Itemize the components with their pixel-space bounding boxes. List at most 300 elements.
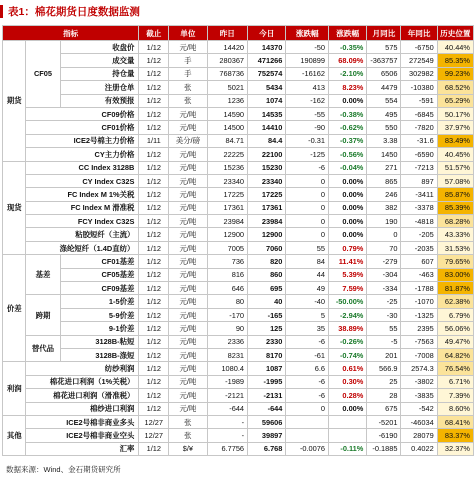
header-change: 涨跌幅 bbox=[286, 26, 329, 41]
hist-position-cell: 85.35% bbox=[437, 54, 473, 67]
unit-cell: 元/吨 bbox=[169, 241, 207, 254]
prev-cell: - bbox=[207, 429, 247, 442]
yoy-cell: -3378 bbox=[401, 201, 437, 214]
change-cell: -90 bbox=[286, 121, 329, 134]
change-cell: 35 bbox=[286, 322, 329, 335]
yoy-cell: -6750 bbox=[401, 41, 437, 54]
date-cell: 1/11 bbox=[139, 134, 169, 147]
change-pct-cell: 0.00% bbox=[329, 228, 367, 241]
today-cell: -1995 bbox=[248, 375, 286, 388]
change-cell: 44 bbox=[286, 268, 329, 281]
hist-position-cell: 62.38% bbox=[437, 295, 473, 308]
indicator-cell: 纺纱利润 bbox=[26, 362, 139, 375]
subcategory-cell: 跨期 bbox=[26, 295, 60, 335]
table-row bbox=[3, 348, 474, 361]
change-cell: 0 bbox=[286, 215, 329, 228]
date-cell: 1/12 bbox=[139, 148, 169, 161]
today-cell: 14370 bbox=[248, 41, 286, 54]
unit-cell: 元/吨 bbox=[169, 215, 207, 228]
prev-cell: 1080.4 bbox=[207, 362, 247, 375]
date-cell: 1/12 bbox=[139, 241, 169, 254]
category-cell: 利润 bbox=[3, 362, 26, 416]
yoy-cell: 2395 bbox=[401, 322, 437, 335]
date-cell: 1/12 bbox=[139, 201, 169, 214]
unit-cell: 元/吨 bbox=[169, 295, 207, 308]
hist-position-cell: 43.33% bbox=[437, 228, 473, 241]
table-row bbox=[3, 148, 474, 161]
change-pct-cell: -0.37% bbox=[329, 134, 367, 147]
table-row bbox=[3, 282, 474, 295]
unit-cell: 元/吨 bbox=[169, 282, 207, 295]
indicator-cell: 棉纱进口利润 bbox=[26, 402, 139, 415]
table-row bbox=[3, 375, 474, 388]
indicator-cell: FC Index M 1%关税 bbox=[26, 188, 139, 201]
header-hist: 历史位置 bbox=[437, 26, 473, 41]
today-cell: 39897 bbox=[248, 429, 286, 442]
unit-cell: 美分/磅 bbox=[169, 134, 207, 147]
mom-cell: 6506 bbox=[367, 67, 401, 80]
change-pct-cell: 0.28% bbox=[329, 389, 367, 402]
yoy-cell: -3411 bbox=[401, 188, 437, 201]
yoy-cell: -7213 bbox=[401, 161, 437, 174]
header-unit: 单位 bbox=[169, 26, 207, 41]
date-cell: 1/12 bbox=[139, 94, 169, 107]
mom-cell: -30 bbox=[367, 308, 401, 321]
table-header-row bbox=[3, 26, 474, 41]
hist-position-cell: 81.87% bbox=[437, 282, 473, 295]
table-row bbox=[3, 134, 474, 147]
change-cell: -6 bbox=[286, 389, 329, 402]
change-pct-cell: 0.00% bbox=[329, 201, 367, 214]
today-cell: 820 bbox=[248, 255, 286, 268]
change-pct-cell bbox=[329, 429, 367, 442]
title-accent-bar bbox=[0, 5, 3, 18]
today-cell: 84.4 bbox=[248, 134, 286, 147]
subcategory-cell: 替代品 bbox=[26, 335, 60, 362]
hist-position-cell: 49.47% bbox=[437, 335, 473, 348]
change-cell: -162 bbox=[286, 94, 329, 107]
table-row bbox=[3, 215, 474, 228]
hist-position-cell: 68.52% bbox=[437, 81, 473, 94]
table-row bbox=[3, 308, 474, 321]
hist-position-cell: 57.08% bbox=[437, 174, 473, 187]
change-pct-cell: 7.59% bbox=[329, 282, 367, 295]
header-indicator: 指标 bbox=[3, 26, 139, 41]
hist-position-cell: 85.39% bbox=[437, 201, 473, 214]
yoy-cell: 272549 bbox=[401, 54, 437, 67]
hist-position-cell: 7.39% bbox=[437, 389, 473, 402]
change-cell: -125 bbox=[286, 148, 329, 161]
date-cell: 1/12 bbox=[139, 174, 169, 187]
indicator-cell: ICE2号棉非商业多头 bbox=[26, 415, 139, 428]
today-cell: 40 bbox=[248, 295, 286, 308]
today-cell: 14535 bbox=[248, 107, 286, 120]
change-pct-cell: -2.94% bbox=[329, 308, 367, 321]
category-cell: 价差 bbox=[3, 255, 26, 362]
unit-cell: 张 bbox=[169, 81, 207, 94]
today-cell: -2131 bbox=[248, 389, 286, 402]
prev-cell: 736 bbox=[207, 255, 247, 268]
header-yoy: 年同比 bbox=[401, 26, 437, 41]
prev-cell: 7005 bbox=[207, 241, 247, 254]
mom-cell: -25 bbox=[367, 295, 401, 308]
unit-cell: 元/吨 bbox=[169, 121, 207, 134]
change-cell: 0 bbox=[286, 228, 329, 241]
today-cell: 15230 bbox=[248, 161, 286, 174]
change-pct-cell: 0.61% bbox=[329, 362, 367, 375]
change-pct-cell: 0.00% bbox=[329, 94, 367, 107]
mom-cell: -5 bbox=[367, 335, 401, 348]
change-pct-cell: -50.00% bbox=[329, 295, 367, 308]
mom-cell: 3.38 bbox=[367, 134, 401, 147]
change-cell: 5 bbox=[286, 308, 329, 321]
prev-cell: 23984 bbox=[207, 215, 247, 228]
prev-cell: 80 bbox=[207, 295, 247, 308]
indicator-cell: 成交量 bbox=[60, 54, 139, 67]
change-cell: -0.31 bbox=[286, 134, 329, 147]
hist-position-cell: 99.23% bbox=[437, 67, 473, 80]
change-pct-cell bbox=[329, 415, 367, 428]
prev-cell: - bbox=[207, 415, 247, 428]
indicator-cell: FCY Index C32S bbox=[26, 215, 139, 228]
indicator-cell: CF09基差 bbox=[60, 282, 139, 295]
hist-position-cell: 31.53% bbox=[437, 241, 473, 254]
yoy-cell: 607 bbox=[401, 255, 437, 268]
change-cell bbox=[286, 429, 329, 442]
change-cell: 55 bbox=[286, 241, 329, 254]
unit-cell: 元/吨 bbox=[169, 201, 207, 214]
change-pct-cell: 0.00% bbox=[329, 188, 367, 201]
mom-cell: 201 bbox=[367, 348, 401, 361]
indicator-cell: CF01基差 bbox=[60, 255, 139, 268]
change-pct-cell: -0.26% bbox=[329, 335, 367, 348]
date-cell: 1/12 bbox=[139, 67, 169, 80]
today-cell: 6.768 bbox=[248, 442, 286, 455]
mom-cell: 28 bbox=[367, 389, 401, 402]
change-pct-cell: 5.39% bbox=[329, 268, 367, 281]
yoy-cell: 0.4022 bbox=[401, 442, 437, 455]
date-cell: 1/12 bbox=[139, 188, 169, 201]
prev-cell: 15236 bbox=[207, 161, 247, 174]
change-pct-cell: -0.38% bbox=[329, 107, 367, 120]
indicator-cell: 5-9价差 bbox=[60, 308, 139, 321]
mom-cell: 1450 bbox=[367, 148, 401, 161]
prev-cell: 646 bbox=[207, 282, 247, 295]
date-cell: 1/12 bbox=[139, 255, 169, 268]
date-cell: 1/12 bbox=[139, 295, 169, 308]
date-cell: 1/12 bbox=[139, 322, 169, 335]
change-pct-cell: -0.04% bbox=[329, 161, 367, 174]
unit-cell: 元/吨 bbox=[169, 148, 207, 161]
category-cell: 期货 bbox=[3, 41, 26, 162]
hist-position-cell: 51.57% bbox=[437, 161, 473, 174]
hist-position-cell: 37.97% bbox=[437, 121, 473, 134]
change-cell: 49 bbox=[286, 282, 329, 295]
table-row bbox=[3, 67, 474, 80]
mom-cell: -304 bbox=[367, 268, 401, 281]
mom-cell: 0 bbox=[367, 228, 401, 241]
today-cell: 1074 bbox=[248, 94, 286, 107]
change-cell: -16162 bbox=[286, 67, 329, 80]
date-cell: 12/27 bbox=[139, 415, 169, 428]
prev-cell: 2336 bbox=[207, 335, 247, 348]
unit-cell: 手 bbox=[169, 54, 207, 67]
date-cell: 1/12 bbox=[139, 282, 169, 295]
hist-position-cell: 64.82% bbox=[437, 348, 473, 361]
table-row bbox=[3, 94, 474, 107]
unit-cell: $/¥ bbox=[169, 442, 207, 455]
table-row bbox=[3, 174, 474, 187]
date-cell: 1/12 bbox=[139, 402, 169, 415]
indicator-cell: FC Index M 滑准税 bbox=[26, 201, 139, 214]
prev-cell: 22225 bbox=[207, 148, 247, 161]
header-today: 今日 bbox=[248, 26, 286, 41]
header-mom: 月同比 bbox=[367, 26, 401, 41]
hist-position-cell: 8.60% bbox=[437, 402, 473, 415]
hist-position-cell: 6.79% bbox=[437, 308, 473, 321]
yoy-cell: -7563 bbox=[401, 335, 437, 348]
table-row bbox=[3, 161, 474, 174]
change-cell: -61 bbox=[286, 348, 329, 361]
mom-cell: 70 bbox=[367, 241, 401, 254]
unit-cell: 元/吨 bbox=[169, 268, 207, 281]
prev-cell: 14500 bbox=[207, 121, 247, 134]
unit-cell: 元/吨 bbox=[169, 188, 207, 201]
yoy-cell: -10380 bbox=[401, 81, 437, 94]
table-row bbox=[3, 188, 474, 201]
unit-cell: 张 bbox=[169, 415, 207, 428]
hist-position-cell: 65.29% bbox=[437, 94, 473, 107]
mom-cell: 865 bbox=[367, 174, 401, 187]
hist-position-cell: 32.37% bbox=[437, 442, 473, 455]
change-pct-cell: 38.89% bbox=[329, 322, 367, 335]
table-row bbox=[3, 429, 474, 442]
table-row bbox=[3, 322, 474, 335]
change-cell: 0 bbox=[286, 402, 329, 415]
mom-cell: 246 bbox=[367, 188, 401, 201]
change-cell: -6 bbox=[286, 375, 329, 388]
date-cell: 1/12 bbox=[139, 308, 169, 321]
indicator-cell: CF09价格 bbox=[26, 107, 139, 120]
unit-cell: 元/吨 bbox=[169, 402, 207, 415]
yoy-cell: 2574.3 bbox=[401, 362, 437, 375]
yoy-cell: 302982 bbox=[401, 67, 437, 80]
prev-cell: 17225 bbox=[207, 188, 247, 201]
date-cell: 1/12 bbox=[139, 389, 169, 402]
hist-position-cell: 40.45% bbox=[437, 148, 473, 161]
yoy-cell: 28079 bbox=[401, 429, 437, 442]
table-row bbox=[3, 201, 474, 214]
date-cell: 1/12 bbox=[139, 107, 169, 120]
table-row bbox=[3, 121, 474, 134]
indicator-cell: ICE2号棉主力价格 bbox=[26, 134, 139, 147]
category-cell: 现货 bbox=[3, 161, 26, 255]
yoy-cell: -6590 bbox=[401, 148, 437, 161]
table-title-bar bbox=[0, 0, 476, 23]
hist-position-cell: 79.65% bbox=[437, 255, 473, 268]
hist-position-cell: 50.17% bbox=[437, 107, 473, 120]
change-pct-cell: -2.10% bbox=[329, 67, 367, 80]
change-cell: 0 bbox=[286, 174, 329, 187]
hist-position-cell: 56.06% bbox=[437, 322, 473, 335]
mom-cell: 55 bbox=[367, 322, 401, 335]
table-row bbox=[3, 255, 474, 268]
today-cell: 59606 bbox=[248, 415, 286, 428]
mom-cell: -5201 bbox=[367, 415, 401, 428]
change-cell: 84 bbox=[286, 255, 329, 268]
today-cell: 5434 bbox=[248, 81, 286, 94]
change-pct-cell: -0.35% bbox=[329, 41, 367, 54]
prev-cell: -2121 bbox=[207, 389, 247, 402]
today-cell: 23340 bbox=[248, 174, 286, 187]
hist-position-cell: 83.37% bbox=[437, 429, 473, 442]
change-cell: 190899 bbox=[286, 54, 329, 67]
change-cell: 413 bbox=[286, 81, 329, 94]
mom-cell: 495 bbox=[367, 107, 401, 120]
mom-cell: 25 bbox=[367, 375, 401, 388]
date-cell: 1/12 bbox=[139, 268, 169, 281]
unit-cell: 元/吨 bbox=[169, 308, 207, 321]
indicator-cell: 3128B-粘短 bbox=[60, 335, 139, 348]
indicator-cell: 3128B-涤短 bbox=[60, 348, 139, 361]
today-cell: 1087 bbox=[248, 362, 286, 375]
unit-cell: 张 bbox=[169, 429, 207, 442]
mom-cell: 550 bbox=[367, 121, 401, 134]
hist-position-cell: 83.49% bbox=[437, 134, 473, 147]
table-row bbox=[3, 402, 474, 415]
today-cell: 12900 bbox=[248, 228, 286, 241]
yoy-cell: -1325 bbox=[401, 308, 437, 321]
table-row bbox=[3, 389, 474, 402]
today-cell: 23984 bbox=[248, 215, 286, 228]
indicator-cell: CY Index C32S bbox=[26, 174, 139, 187]
yoy-cell: -205 bbox=[401, 228, 437, 241]
hist-position-cell: 83.00% bbox=[437, 268, 473, 281]
header-change-pct: 涨跌幅 bbox=[329, 26, 367, 41]
table-row bbox=[3, 295, 474, 308]
prev-cell: -644 bbox=[207, 402, 247, 415]
yoy-cell: -7008 bbox=[401, 348, 437, 361]
prev-cell: 816 bbox=[207, 268, 247, 281]
change-cell bbox=[286, 415, 329, 428]
yoy-cell: -4818 bbox=[401, 215, 437, 228]
table-row bbox=[3, 442, 474, 455]
header-date: 截止 bbox=[139, 26, 169, 41]
date-cell: 1/12 bbox=[139, 362, 169, 375]
indicator-cell: CY主力价格 bbox=[26, 148, 139, 161]
hist-position-cell: 76.54% bbox=[437, 362, 473, 375]
today-cell: 860 bbox=[248, 268, 286, 281]
prev-cell: -1989 bbox=[207, 375, 247, 388]
prev-cell: 5021 bbox=[207, 81, 247, 94]
unit-cell: 元/吨 bbox=[169, 375, 207, 388]
subcategory-cell: 基差 bbox=[26, 255, 60, 295]
yoy-cell: -3835 bbox=[401, 389, 437, 402]
prev-cell: 280367 bbox=[207, 54, 247, 67]
indicator-cell: 注册仓单 bbox=[60, 81, 139, 94]
change-pct-cell: 0.00% bbox=[329, 402, 367, 415]
yoy-cell: -46034 bbox=[401, 415, 437, 428]
mom-cell: -6190 bbox=[367, 429, 401, 442]
header-prev: 昨日 bbox=[207, 26, 247, 41]
date-cell: 12/27 bbox=[139, 429, 169, 442]
unit-cell: 元/吨 bbox=[169, 41, 207, 54]
today-cell: 125 bbox=[248, 322, 286, 335]
today-cell: 2330 bbox=[248, 335, 286, 348]
today-cell: -165 bbox=[248, 308, 286, 321]
mom-cell: -363757 bbox=[367, 54, 401, 67]
indicator-cell: 持仓量 bbox=[60, 67, 139, 80]
indicator-cell: CF01价格 bbox=[26, 121, 139, 134]
subcategory-cell: CF05 bbox=[26, 41, 60, 108]
table-row bbox=[3, 107, 474, 120]
unit-cell: 元/吨 bbox=[169, 161, 207, 174]
mom-cell: 190 bbox=[367, 215, 401, 228]
mom-cell: 554 bbox=[367, 94, 401, 107]
indicator-cell: 1-5价差 bbox=[60, 295, 139, 308]
unit-cell: 元/吨 bbox=[169, 107, 207, 120]
change-pct-cell: -0.74% bbox=[329, 348, 367, 361]
source-note: 数据来源：Wind、金石期货研究所 bbox=[6, 465, 121, 474]
today-cell: 752574 bbox=[248, 67, 286, 80]
table-row bbox=[3, 268, 474, 281]
change-pct-cell: -0.11% bbox=[329, 442, 367, 455]
indicator-cell: 棉花进口利润（1%关税） bbox=[26, 375, 139, 388]
prev-cell: 1236 bbox=[207, 94, 247, 107]
indicator-cell: 9-1价差 bbox=[60, 322, 139, 335]
prev-cell: 17361 bbox=[207, 201, 247, 214]
change-cell: 0 bbox=[286, 188, 329, 201]
date-cell: 1/12 bbox=[139, 121, 169, 134]
change-pct-cell: 0.00% bbox=[329, 174, 367, 187]
unit-cell: 张 bbox=[169, 94, 207, 107]
date-cell: 1/12 bbox=[139, 375, 169, 388]
change-pct-cell: 0.00% bbox=[329, 215, 367, 228]
yoy-cell: -6845 bbox=[401, 107, 437, 120]
today-cell: -644 bbox=[248, 402, 286, 415]
mom-cell: -279 bbox=[367, 255, 401, 268]
hist-position-cell: 68.28% bbox=[437, 215, 473, 228]
today-cell: 17361 bbox=[248, 201, 286, 214]
yoy-cell: -591 bbox=[401, 94, 437, 107]
prev-cell: 23340 bbox=[207, 174, 247, 187]
yoy-cell: -2035 bbox=[401, 241, 437, 254]
table-body bbox=[3, 41, 474, 456]
yoy-cell: -31.6 bbox=[401, 134, 437, 147]
indicator-cell: CF05基差 bbox=[60, 268, 139, 281]
date-cell: 1/12 bbox=[139, 81, 169, 94]
unit-cell: 元/吨 bbox=[169, 228, 207, 241]
page-title: 表1：棉花期货日度数据监测 bbox=[8, 6, 140, 18]
change-cell: 0 bbox=[286, 201, 329, 214]
change-cell: -50 bbox=[286, 41, 329, 54]
indicator-cell: CC Index 3128B bbox=[26, 161, 139, 174]
unit-cell: 元/吨 bbox=[169, 322, 207, 335]
yoy-cell: -1788 bbox=[401, 282, 437, 295]
change-cell: -6 bbox=[286, 335, 329, 348]
table-row bbox=[3, 228, 474, 241]
today-cell: 7060 bbox=[248, 241, 286, 254]
prev-cell: 8231 bbox=[207, 348, 247, 361]
change-cell: -0.0076 bbox=[286, 442, 329, 455]
indicator-cell: 汇率 bbox=[26, 442, 139, 455]
unit-cell: 手 bbox=[169, 67, 207, 80]
mom-cell: 4479 bbox=[367, 81, 401, 94]
data-table-container bbox=[2, 25, 474, 456]
today-cell: 695 bbox=[248, 282, 286, 295]
indicator-cell: 有效预报 bbox=[60, 94, 139, 107]
change-cell: -6 bbox=[286, 161, 329, 174]
